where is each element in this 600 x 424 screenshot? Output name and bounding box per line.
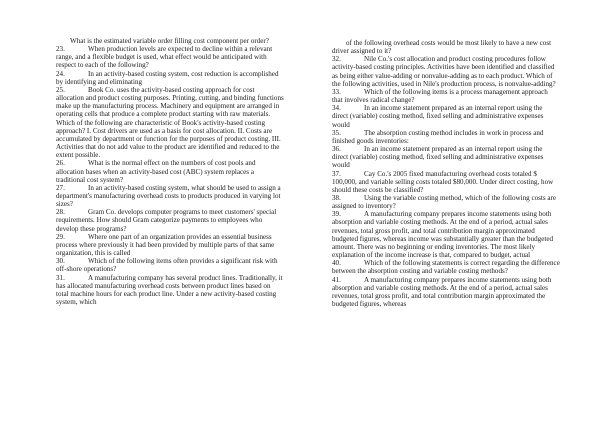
question-item: 23. When production levels are expected to decline within a relevant range, and a flexible budget is used, what effect would be anticipated with respect to each of the following? (56, 45, 273, 70)
question-item: 33. Which of the following items is a process management approach that involves radical change? (332, 87, 548, 105)
question-item: 25. Book Co. uses the activity-based costing approach for cost allocation and product costing purposes. Printing, cutting, and binding functions make up the manufacturing process. Machinery and equipment are arranged in operating cells that produce a complete product starting with raw materials. Which of the following are characteristic of Book's activity-based costing approach? I. Cost drivers are used as a basis for cost allocation. II. Costs are accumulated by department or function for the purposes of product costing. III. Activities that do not add value to the product are identified and reduced to the extent possible. (56, 85, 284, 160)
question-item: 41. A manufacturing company prepares income statements using both absorption and variable costing methods. At the end of a period, actual sales revenues, total gross profit, and total contribution margin approximated the budgeted figures, whereas (332, 275, 552, 308)
question-item: 36. In an income statement prepared as an internal report using the direct (variable) costing method, fixed selling and administrative expenses would (332, 145, 544, 170)
question-item: 28. Gram Co. develops computer programs to meet customers' special requirements. How should Gram categorize payments to employees who develop these programs? (56, 208, 277, 233)
left-column (56, 37, 284, 306)
question-item: 34. In an income statement prepared as an internal report using the direct (variable) costing method, fixed selling and administrative expenses would (332, 104, 544, 129)
question-item: 27. In an activity-based costing system, what should be used to assign a department's manufacturing overhead costs to products produced in varying lot sizes? (56, 183, 281, 209)
question-item: 31. A manufacturing company has several product lines. Traditionally, it has allocated manufacturing overhead costs between product lines based on total machine hours for each product line. Under a new activity-based costing system, which (56, 273, 283, 306)
question-item: 26. What is the normal effect on the numbers of cost pools and allocation bases when an activity-based cost (ABC) system replaces a traditional cost system? (56, 159, 256, 184)
question-item: 40. Which of the following statements is correct regarding the difference between the absorption costing and variable costing methods? (332, 259, 560, 276)
question-item: 37. Cay Co.'s 2005 fixed manufacturing overhead costs totaled $ 100,000, and variable selling costs totaled $80,000. Under direct costing, how should these costs be classified? (332, 169, 554, 194)
right-column (332, 39, 560, 308)
question-item: 29. Where one part of an organization provides an essential business process where previously it had been provided by multiple parts of that same organization, this is called (56, 232, 275, 258)
question-continuation: What is the estimated variable order filling cost component per order? (70, 37, 269, 45)
question-item: 39. A manufacturing company prepares income statements using both absorption and variable costing methods. At the end of a period, actual sales revenues, total gross profit, and total contribution margin approximated budgeted figures, whereas income was substantially greater than the budgeted amount. There was no beginning or ending inventories. The most likely explanation of the income increase is that, compared to budget, actual (332, 210, 554, 260)
question-item: 24. In an activity-based costing system, cost reduction is accomplished by identifying and eliminating (56, 69, 279, 86)
question-item: 38. Using the variable costing method, which of the following costs are assigned to inventory? (332, 193, 557, 211)
question-continuation: of the following overhead costs would be most likely to have a new cost driver assigned to it? (332, 39, 552, 56)
question-item: 30. Which of the following items often provides a significant risk with off-shore operations? (56, 257, 278, 274)
question-item: 32. Nile Co.'s cost allocation and product costing procedures follow activity-based costing principles. Activities have been identified and classified as being either value-adding or nonvalue-adding as to each product. Which of the following activities, used in Nile's production process, is nonvalue-adding? (332, 55, 556, 88)
question-item: 35. The absorption costing method includes in work in process and finished goods inventories: (332, 128, 544, 145)
